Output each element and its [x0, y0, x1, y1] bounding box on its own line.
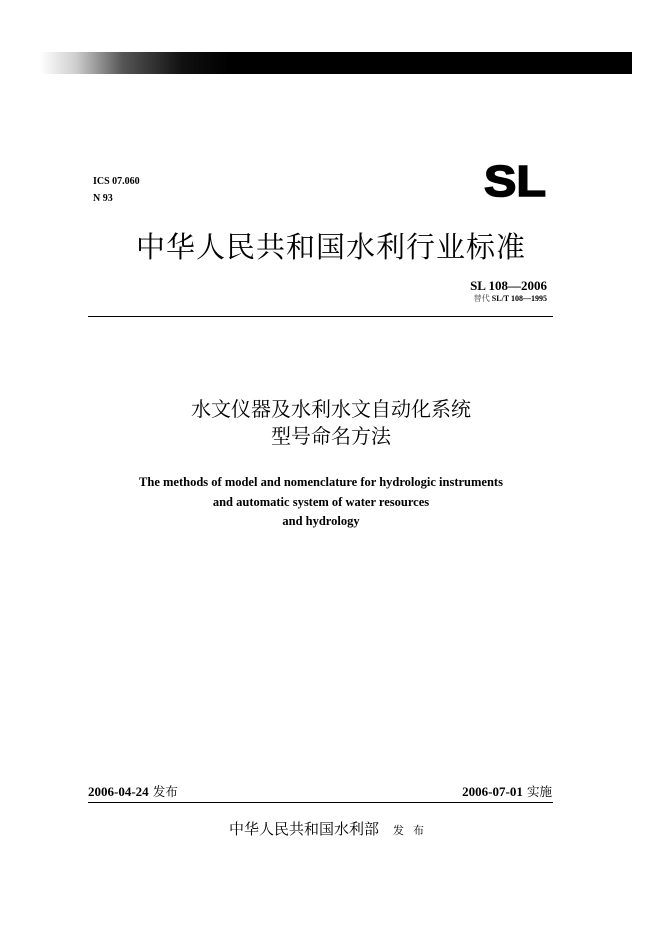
- effective-label: 实施: [526, 784, 552, 799]
- classification-codes: [93, 173, 140, 207]
- replace-prefix: 替代: [473, 294, 490, 303]
- issue-label: 发布: [152, 784, 178, 799]
- en-title: [0, 473, 642, 532]
- industry-standard-title: 中华人民共和国水利行业标准: [135, 230, 526, 264]
- issue-date-block: [88, 784, 178, 801]
- effective-date: 2006-07-01: [462, 784, 523, 799]
- issuing-authority: [0, 818, 662, 839]
- en-title-line-3: and hydrology: [282, 514, 360, 528]
- ics-code: ICS 07.060: [93, 176, 140, 187]
- replaced-standard: [470, 293, 547, 305]
- footer-divider: [88, 802, 553, 803]
- replaced-standard-number: SL/T 108—1995: [491, 294, 547, 303]
- sl-logo-text: SL: [484, 160, 546, 200]
- en-title-line-2: and automatic system of water resources: [212, 494, 430, 509]
- en-title-line-1: The methods of model and nomenclature for hydrologic instruments: [139, 475, 503, 489]
- cn-title-line-1: 水文仪器及水利水文自动化系统: [191, 397, 471, 421]
- header-gradient-bar: [40, 52, 632, 74]
- standard-number: SL 108—2006: [470, 278, 547, 293]
- standard-code-block: [470, 279, 547, 305]
- issue-date: 2006-04-24: [88, 784, 149, 799]
- cn-title-line-2: 型号命名方法: [271, 424, 391, 448]
- effective-date-block: [462, 784, 552, 801]
- sl-logo: [483, 160, 547, 200]
- ccs-code: N 93: [93, 193, 113, 204]
- header-divider: [88, 316, 553, 317]
- issuer-label: 发布: [393, 824, 433, 837]
- issuer-name: 中华人民共和国水利部: [228, 820, 379, 838]
